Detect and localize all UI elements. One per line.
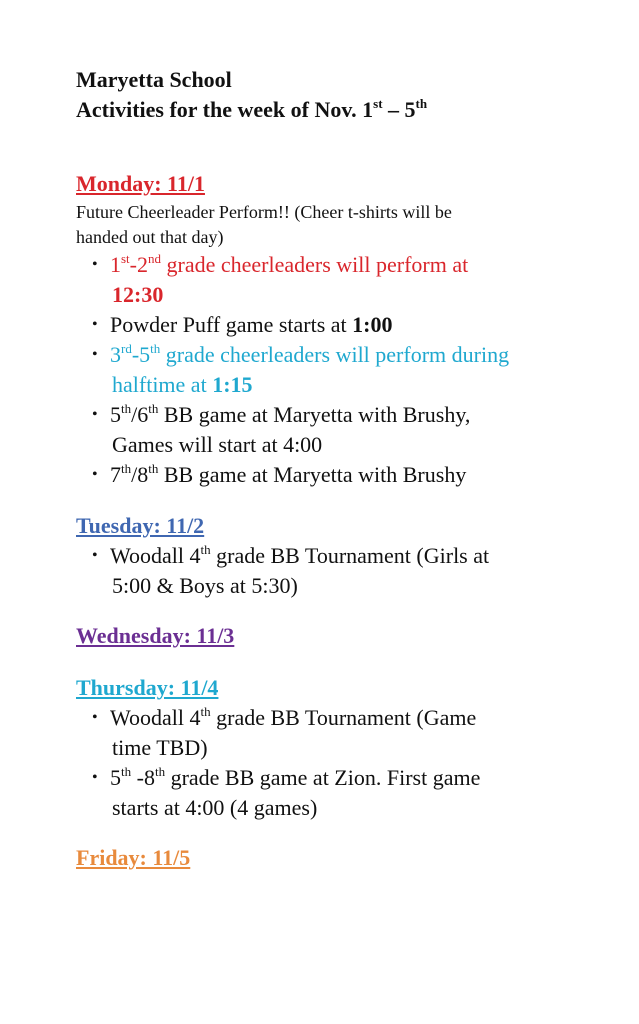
bullet: •	[92, 466, 98, 483]
monday-item-4-cont: Games will start at 4:00	[112, 432, 323, 457]
monday-item-4: • 5th/6th BB game at Maryetta with Brushy,	[110, 400, 470, 430]
monday-item-2: • Powder Puff game starts at 1:00	[110, 310, 393, 340]
week-title: Activities for the week of Nov. 1st – 5th	[76, 95, 428, 122]
monday-item-1: • 1st-2nd grade cheerleaders will perform at	[110, 250, 468, 280]
bullet: •	[92, 547, 98, 564]
thursday-item-1: • Woodall 4th grade BB Tournament (Game	[110, 703, 476, 733]
wednesday-heading: Wednesday: 11/3	[76, 623, 235, 648]
monday-note-line2: handed out that day)	[76, 227, 224, 247]
bullet: •	[92, 316, 98, 333]
monday-item-3: • 3rd-5th grade cheerleaders will perform during	[110, 340, 509, 370]
bullet: •	[92, 256, 98, 273]
thursday-heading: Thursday: 11/4	[76, 675, 219, 700]
monday-heading: Monday: 11/1	[76, 171, 205, 196]
monday-item-5: • 7th/8th BB game at Maryetta with Brushy	[110, 460, 466, 490]
bullet: •	[92, 769, 98, 786]
tuesday-item-1: • Woodall 4th grade BB Tournament (Girls at	[110, 541, 489, 571]
monday-item-3-cont: halftime at 1:15	[112, 372, 253, 397]
thursday-item-2-cont: starts at 4:00 (4 games)	[112, 795, 318, 820]
thursday-item-2: • 5th -8th grade BB game at Zion. First game	[110, 763, 480, 793]
monday-note-line1: Future Cheerleader Perform!! (Cheer t-shirts will be	[76, 202, 452, 222]
bullet: •	[92, 346, 98, 363]
tuesday-heading: Tuesday: 11/2	[76, 513, 205, 538]
friday-heading: Friday: 11/5	[76, 845, 191, 870]
bullet: •	[92, 709, 98, 726]
thursday-item-1-cont: time TBD)	[112, 735, 208, 760]
tuesday-item-1-cont: 5:00 & Boys at 5:30)	[112, 573, 298, 598]
monday-item-1-cont: 12:30	[112, 282, 164, 307]
school-name: Maryetta School	[76, 67, 232, 92]
bullet: •	[92, 406, 98, 423]
